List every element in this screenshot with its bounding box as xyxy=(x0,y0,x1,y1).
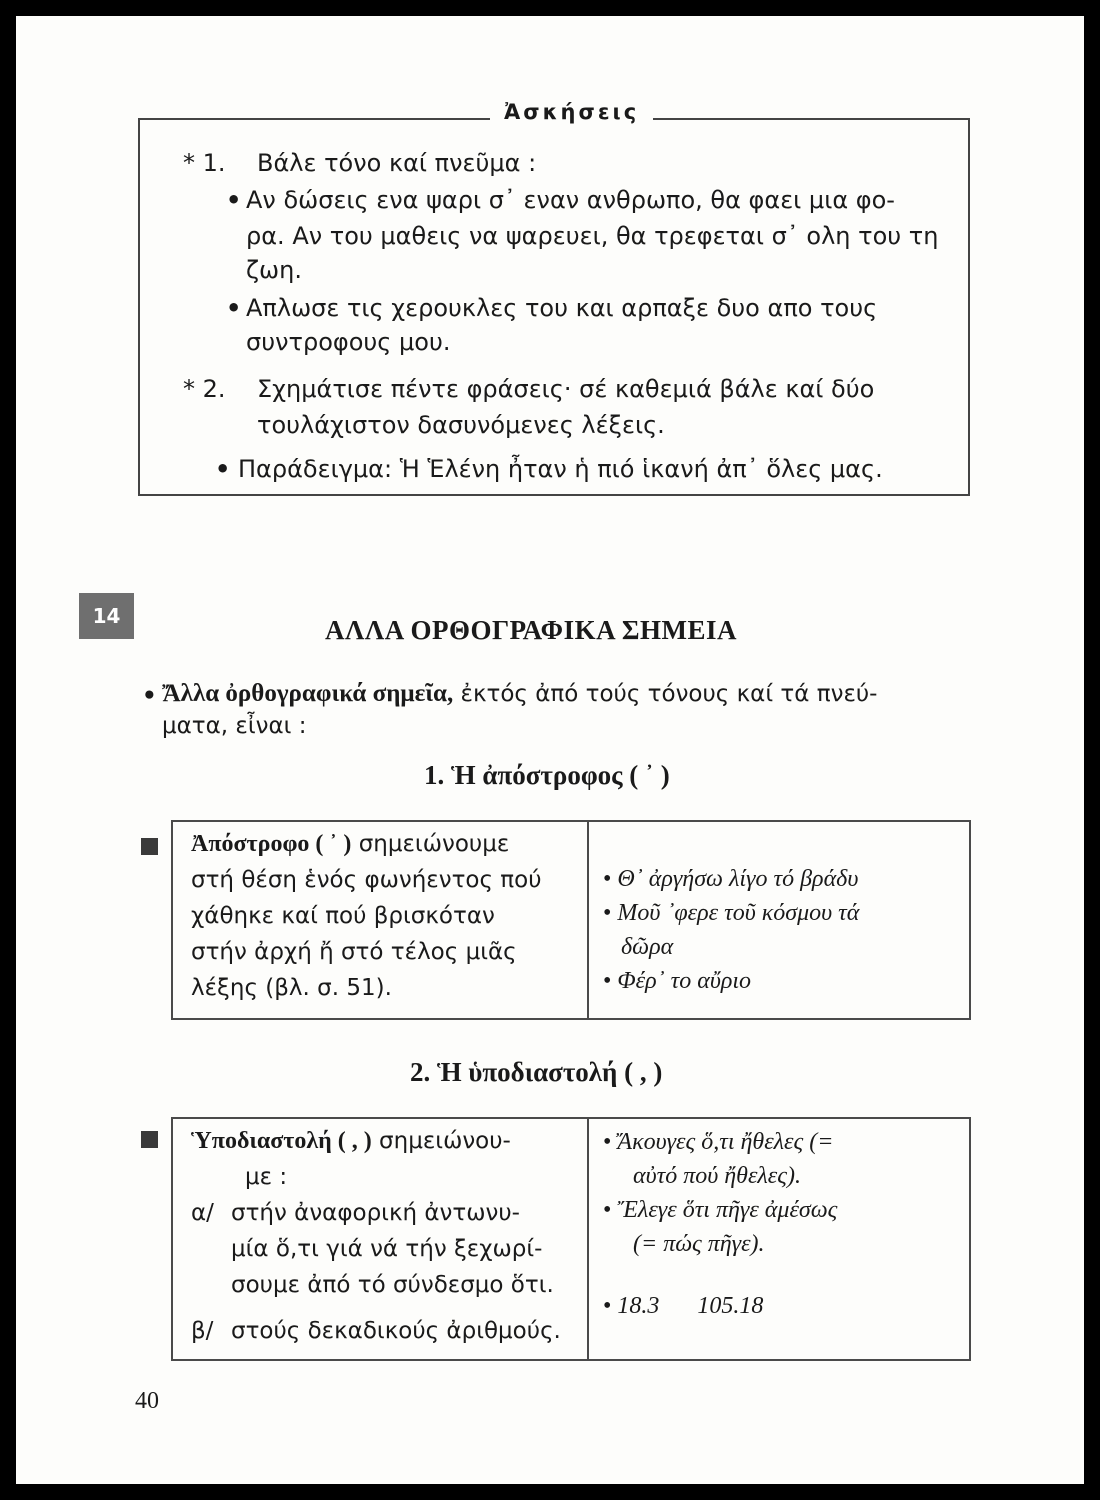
section-2-example-3 xyxy=(603,1289,969,1323)
chapter-intro-rest: ἐκτός ἀπό τούς τόνους καί τά πνεύ- xyxy=(453,681,878,707)
bullet-dot-icon: • xyxy=(603,1197,612,1223)
section-2-example-2-cont: (= πώς πῆγε). xyxy=(633,1231,765,1257)
exercise-1-sentence-1-line-1: Αν δώσεις ενα ψαρι σ᾽ εναν ανθρωπο, θα φαει μια φο- xyxy=(246,186,895,214)
section-2-example-3-value-b: 105.18 xyxy=(697,1293,764,1319)
exercise-2-example: Παράδειγμα: Ἡ Ἑλένη ἦταν ἡ πιό ἱκανή ἀπ᾽ ὅλες μας. xyxy=(238,455,883,483)
section-1-example-2 xyxy=(603,896,969,930)
section-1-rule-line-5: λέξης (βλ. σ. 51). xyxy=(191,975,392,1001)
bullet-dot-icon: • xyxy=(215,455,231,483)
section-2-example-1-cont: αὐτό πού ἤθελες). xyxy=(633,1163,801,1189)
section-2-item-a-line-1: στήν ἀναφορική ἀντωνυ- xyxy=(231,1200,520,1226)
section-2-rule-line-1-rest: σημειώνου- xyxy=(371,1128,511,1154)
section-2-item-b-line-1: στούς δεκαδικούς ἀριθμούς. xyxy=(231,1318,561,1344)
section-2-example-2-text: Ἔλεγε ὅτι πῆγε ἀμέσως xyxy=(617,1197,838,1223)
exercise-2-line-1: Σχημάτισε πέντε φράσεις· σέ καθεμιά βάλε καί δύο xyxy=(257,375,875,403)
section-2-examples-cell xyxy=(588,1118,970,1360)
section-1-example-1-text: Θ᾽ ἀργήσω λίγο τό βράδυ xyxy=(617,866,859,892)
section-1-rule-line-3: χάθηκε καί πού βρισκόταν xyxy=(191,903,495,929)
black-square-icon xyxy=(141,838,158,855)
chapter-number-badge: 14 xyxy=(79,593,134,639)
exercise-1-sentence-1-line-3: ζωη. xyxy=(246,256,302,284)
bullet-dot-icon: • xyxy=(226,186,242,214)
exercise-1-label: * 1. xyxy=(183,149,226,177)
section-1-examples-cell xyxy=(588,821,970,1019)
chapter-intro-line-1 xyxy=(162,678,877,710)
exercises-title: Ἀσκήσεις xyxy=(490,100,653,124)
section-1-example-3-text: Φέρ᾽ το αὔριο xyxy=(617,968,752,994)
bullet-dot-icon: • xyxy=(603,900,612,926)
section-2-item-b-label: β/ xyxy=(191,1318,214,1344)
exercise-2-line-2: τουλάχιστον δασυνόμενες λέξεις. xyxy=(257,411,665,439)
section-2-example-3-value-a: 18.3 xyxy=(617,1293,660,1319)
section-2-item-a xyxy=(191,1195,587,1231)
bullet-dot-icon: • xyxy=(603,1293,612,1319)
exercise-1-sentence-2-line-2: συντροφους μου. xyxy=(246,328,451,356)
section-2-table xyxy=(171,1117,971,1361)
black-square-icon xyxy=(141,1131,158,1148)
bullet-dot-icon: • xyxy=(226,294,242,322)
section-1-example-2-cont: δῶρα xyxy=(621,934,674,960)
section-2-heading: 2. Ἡ ὑποδιαστολή ( , ) xyxy=(410,1057,663,1087)
page-number: 40 xyxy=(135,1388,159,1414)
section-2-item-a-line-3: σουμε ἀπό τό σύνδεσμο ὅτι. xyxy=(231,1272,554,1298)
section-2-example-1-text: Ἄκουγες ὅ,τι ἤθελες (= xyxy=(617,1129,834,1155)
section-1-rule-term: Ἀπόστροφο ( ᾽ ) xyxy=(191,831,352,857)
section-2-item-a-label: α/ xyxy=(191,1200,214,1226)
section-1-example-2-text: Μοῦ ᾽φερε τοῦ κόσμου τά xyxy=(617,900,860,926)
section-2-item-a-line-2: μία ὅ,τι γιά νά τήν ξεχωρί- xyxy=(231,1236,543,1262)
section-1-heading: 1. Ἡ ἀπόστροφος ( ᾽ ) xyxy=(424,760,670,790)
chapter-title: ΑΛΛΑ ΟΡΘΟΓΡΑΦΙΚΑ ΣΗΜΕΙΑ xyxy=(325,615,737,645)
section-1-table xyxy=(171,820,971,1020)
section-2-item-b xyxy=(191,1313,587,1349)
section-2-rule-cell xyxy=(172,1118,588,1360)
chapter-intro-line-2: ματα, εἶναι : xyxy=(162,713,307,739)
exercise-1-sentence-2-line-1: Απλωσε τις χερουκλες του και αρπαξε δυο απο τους xyxy=(246,294,878,322)
bullet-dot-icon: • xyxy=(603,1129,612,1155)
section-1-rule-line-2: στή θέση ἑνός φωνήεντος πού xyxy=(191,867,542,893)
section-1-example-3 xyxy=(603,964,969,998)
section-2-example-1 xyxy=(603,1125,969,1159)
bullet-dot-icon: • xyxy=(603,968,612,994)
section-2-example-2 xyxy=(603,1193,969,1227)
section-2-rule-line-2: με : xyxy=(245,1164,288,1190)
section-1-rule-line-1 xyxy=(191,826,587,862)
section-1-example-1 xyxy=(603,862,969,896)
bullet-dot-icon: • xyxy=(142,683,157,709)
section-1-rule-cell xyxy=(172,821,588,1019)
section-1-rule-line-4: στήν ἀρχή ἤ στό τέλος μιᾶς xyxy=(191,939,517,965)
chapter-intro-bold: Ἄλλα ὀρθογραφικά σημεῖα, xyxy=(162,680,454,707)
exercise-1-sentence-1-line-2: ρα. Αν του μαθεις να ψαρευει, θα τρεφεται σ᾽ ολη του τη xyxy=(246,222,939,250)
section-1-rule-line-1-rest: σημειώνουμε xyxy=(351,831,510,857)
exercise-2-label: * 2. xyxy=(183,375,226,403)
bullet-dot-icon: • xyxy=(603,866,612,892)
section-2-rule-term: Ὑποδιαστολή ( , ) xyxy=(191,1128,372,1154)
section-2-rule-line-1 xyxy=(191,1123,587,1159)
exercise-1-text: Βάλε τόνο καί πνεῦμα : xyxy=(257,149,537,177)
